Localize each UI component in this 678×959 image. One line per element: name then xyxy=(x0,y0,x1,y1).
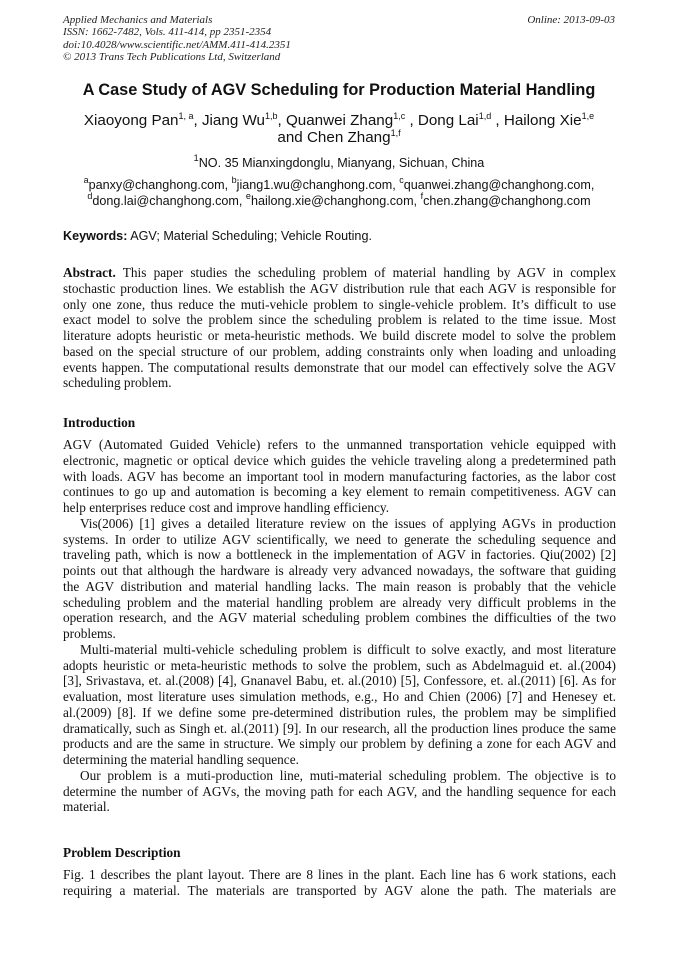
text-line: evaluation, most literature uses simulation methods, e.g., Ho and Chien (2006) [7] and Henesey et. xyxy=(63,689,616,704)
journal-name: Applied Mechanics and Materials xyxy=(63,14,213,26)
separator: , xyxy=(193,112,202,129)
separator: , xyxy=(277,112,286,129)
affiliation xyxy=(0,153,678,170)
text-line: scheduling problem. xyxy=(63,375,172,391)
email-sup: f xyxy=(420,191,424,201)
text-line: determine the number of AGVs, the moving path for each AGV, and the handling sequence for each xyxy=(63,783,616,799)
text-line: stochastic production lines. We establish the AGV distribution rule that each AGV is responsible for xyxy=(63,280,616,296)
text-line: al.(2009) [8]. If we define some pre-determined distribution rules, the problem may be simplified xyxy=(63,704,616,720)
email: panxy@changhong.com, xyxy=(88,178,232,192)
text-line: literature adopts heuristic or meta-heuristic methods. We build discrete model to solve the problem xyxy=(63,328,616,343)
email: quanwei.zhang@changhong.com, xyxy=(403,178,595,192)
email-sup: d xyxy=(87,191,93,201)
abstract-label: Abstract. xyxy=(63,265,116,280)
author-name: and Chen Zhang xyxy=(277,129,391,146)
text-line: Fig. 1 describes the plant layout. There are 8 lines in the plant. Each line has 6 work stations, each xyxy=(63,867,616,882)
text-line: material. xyxy=(63,799,110,815)
problem-description-body xyxy=(63,867,616,899)
copyright: © 2013 Trans Tech Publications Ltd, Switzerland xyxy=(63,50,281,63)
email: dong.lai@changhong.com, xyxy=(92,194,246,208)
text-line: dramatically, such as Singh et. al.(2011) [9]. In our research, all the production lines produce the same xyxy=(63,720,616,736)
text-line: products and are the same in structure. We simply our problem by defining a zone for each AGV and xyxy=(63,736,616,752)
text-line: AGV (Automated Guided Vehicle) refers to the unmanned transportation vehicle equipped with xyxy=(63,437,616,452)
abstract-line xyxy=(63,265,616,281)
online-date: Online: 2013-09-03 xyxy=(527,14,615,26)
text-line: traveling path, which is now a bottleneck in the implementation of AGV in factories. Qiu(2002) [2] xyxy=(63,547,616,563)
text-line: points out that although the hardware is already very advanced nowadays, the software that guiding xyxy=(63,563,616,578)
doi: doi:10.4028/www.scientific.net/AMM.411-414.2351 xyxy=(63,38,291,51)
author-sup: 1,b xyxy=(265,111,278,121)
introduction-body xyxy=(63,437,616,815)
problem-description-heading: Problem Description xyxy=(63,845,181,860)
text-line: based on the special structure of our problem, adding constraints only when loading and unloading xyxy=(63,343,616,359)
text-line: scheduling problem and the material handling problem are already very difficult problems in the xyxy=(63,594,616,610)
keywords xyxy=(63,229,372,243)
text-line: Multi-material multi-vehicle scheduling problem is difficult to solve exactly, and most literature xyxy=(80,641,616,657)
text-line: requiring a material. The materials are transported by AGV alone the path. The materials are xyxy=(63,882,616,898)
separator: , xyxy=(405,112,418,129)
affiliation-text: NO. 35 Mianxingdonglu, Mianyang, Sichuan, China xyxy=(198,156,485,170)
author-sup: 1,d xyxy=(478,111,492,121)
text-line: adopts heuristic or meta-heuristic methods to solve the problem, such as Abdelmaguid et. al.(2004) xyxy=(63,657,616,673)
introduction-heading: Introduction xyxy=(63,415,136,430)
email: hailong.xie@changhong.com, xyxy=(250,194,421,208)
text-line: the AGV distribution and material handling lacks. The main reason is probably that the vehicle xyxy=(63,578,616,594)
affiliation-sup: 1 xyxy=(193,153,199,163)
keywords-text: AGV; Material Scheduling; Vehicle Routing. xyxy=(127,229,372,243)
text-line: problems. xyxy=(63,626,116,641)
author-name: Quanwei Zhang xyxy=(285,112,394,129)
text-line: only one zone, thus reduce the muti-vehicle problem to single-vehicle problem. It’s difficult to use xyxy=(63,296,616,312)
abstract-text: This paper studies the scheduling problem of material handling by AGV in complex xyxy=(115,265,616,280)
author-sup: 1,e xyxy=(581,111,595,121)
text-line: Vis(2006) [1] gives a detailed literature review on the issues of applying AGVs in production xyxy=(80,515,616,531)
email-sup: a xyxy=(83,175,89,185)
emails xyxy=(0,177,678,209)
email-sup: c xyxy=(399,175,404,185)
authors xyxy=(0,112,678,146)
author-name: Xiaoyong Pan xyxy=(83,112,179,129)
email: chen.zhang@changhong.com xyxy=(423,194,591,208)
abstract xyxy=(63,265,616,391)
author-sup: 1,f xyxy=(390,128,401,138)
text-line: events happen. The computational results demonstrate that our model can effectively solve the AGV xyxy=(63,359,616,375)
text-line: systems. In order to utilize AGV scientifically, we need to generate the scheduling sequence and xyxy=(63,531,616,547)
author-name: Jiang Wu xyxy=(201,112,265,129)
author-sup: 1, a xyxy=(178,111,194,121)
keywords-label: Keywords: xyxy=(63,229,128,243)
text-line: [3], Srivastava, et. al.(2008) [4], Gnanavel Babu, et. al.(2010) [5], Confessore, et. al.(2011) [6]. As for xyxy=(63,673,616,689)
text-line: help enterprises reduce cost and improve handling efficiency. xyxy=(63,500,390,515)
author-name: Hailong Xie xyxy=(503,112,582,129)
paper-title: A Case Study of AGV Scheduling for Production Material Handling xyxy=(82,81,596,99)
email-sup: b xyxy=(231,175,237,185)
text-line: determining the material handling sequence. xyxy=(63,752,299,767)
issn: ISSN: 1662-7482, Vols. 411-414, pp 2351-2354 xyxy=(63,26,272,39)
text-line: continues to go up and automation is becoming a key element to remain competitiveness. AGV can xyxy=(63,484,616,500)
author-name: Dong Lai xyxy=(417,112,479,129)
journal-header xyxy=(63,14,291,63)
email: jiang1.wu@changhong.com, xyxy=(236,178,400,192)
text-line: operation research, and the AGV material scheduling problem combines the difficulties of the two xyxy=(63,610,616,626)
text-line: exact model to solve the problem since the scheduling problem is related to the time issue. Most xyxy=(63,312,616,328)
text-line: electronic, magnetic or optical device which guides the vehicle traveling along a predetermined path xyxy=(63,452,616,468)
text-line: with loads. AGV has become an important tool in modern manufacturing factories, as the labor cost xyxy=(63,468,616,484)
email-sup: e xyxy=(245,191,251,201)
author-sup: 1,c xyxy=(393,111,406,121)
text-line: Our problem is a muti-production line, muti-material scheduling problem. The objective is to xyxy=(80,767,616,783)
separator: , xyxy=(491,112,504,129)
